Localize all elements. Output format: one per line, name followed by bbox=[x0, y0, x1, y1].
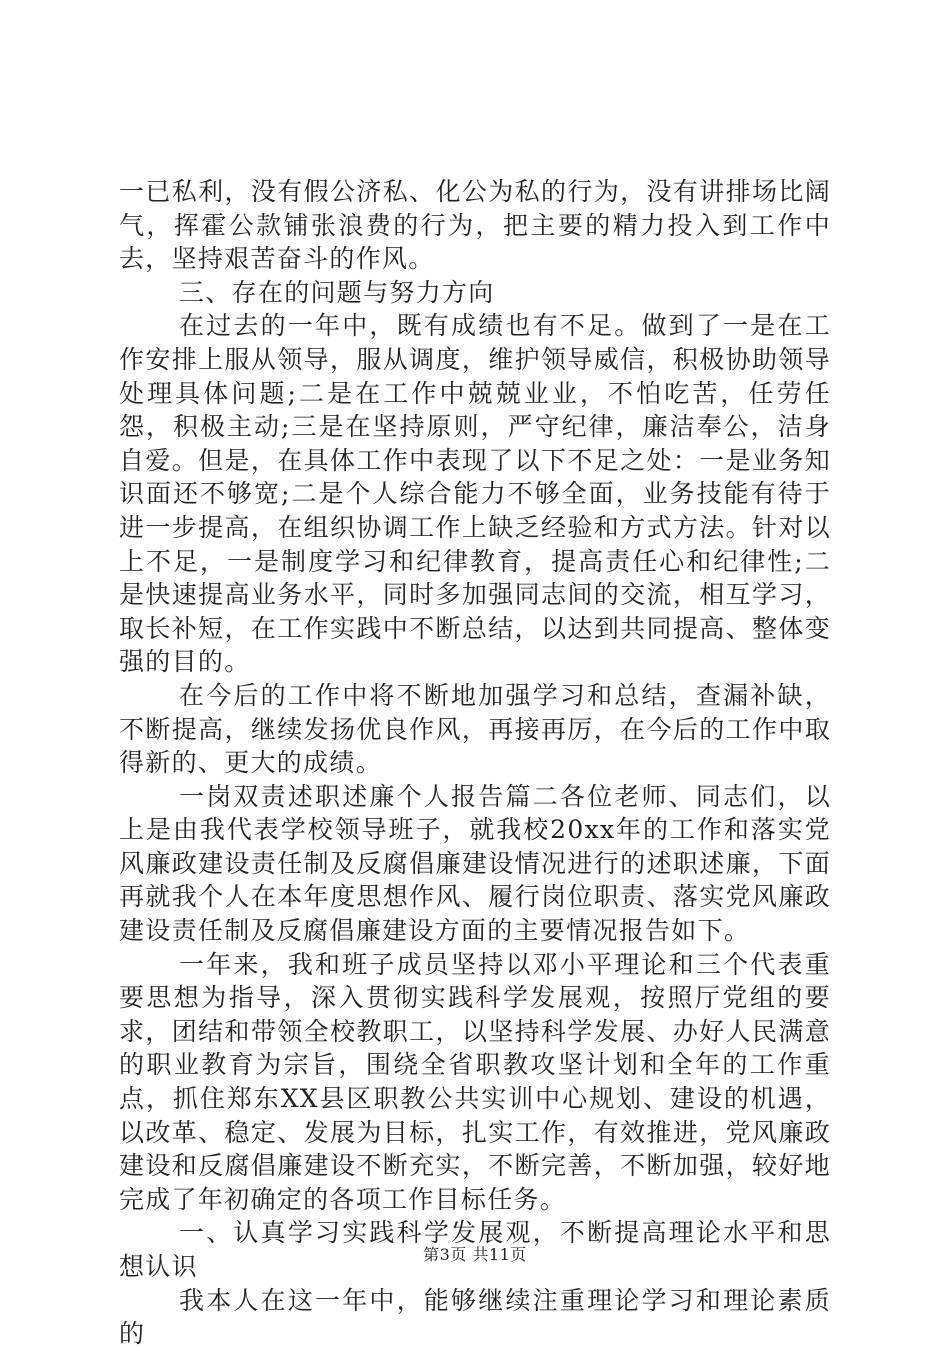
paragraph-year-review: 一年来，我和班子成员坚持以邓小平理论和三个代表重要思想为指导，深入贯彻实践科学发展观，按照厅党组的要求，团结和带领全校教职工，以坚持科学发展、办好人民满意的职业教育为宗旨，围绕全省职教攻坚计划和全年的工作重点，抓住郑东XX县区职教公共实训中心规划、建设的机遇，以改革、稳定、发展为目标，扎实工作，有效推进，党风廉政建设和反腐倡廉建设不断充实，不断完善，不断加强，较好地完成了年初确定的各项工作目标任务。 bbox=[119, 949, 831, 1214]
paragraph-continuation: 一已私利，没有假公济私、化公为私的行为，没有讲排场比阔气，挥霍公款铺张浪费的行为，把主要的精力投入到工作中去，坚持艰苦奋斗的作风。 bbox=[119, 177, 831, 274]
section-heading-study: 一、认真学习实践科学发展观，不断提高理论水平和思想认识 bbox=[119, 1218, 831, 1281]
paragraph-shortcomings: 在过去的一年中，既有成绩也有不足。做到了一是在工作安排上服从领导，服从调度，维护领导威信，积极协助领导处理具体问题;二是在工作中兢兢业业，不怕吃苦，任劳任怨，积极主动;三是在坚持原则，严守纪律，廉洁奉公，洁身自爱。但是，在具体工作中表现了以下不足之处：一是业务知识面还不够宽;二是个人综合能力不够全面，业务技能有待于进一步提高，在组织协调工作上缺乏经验和方式方法。针对以上不足，一是制度学习和纪律教育，提高责任心和纪律性;二是快速提高业务水平，同时多加强同志间的交流，相互学习，取长补短，在工作实践中不断总结，以达到共同提高、整体变强的目的。 bbox=[119, 311, 831, 677]
paragraph-study: 我本人在这一年中，能够继续注重理论学习和理论素质的 bbox=[119, 1285, 831, 1349]
paragraph-future: 在今后的工作中将不断地加强学习和总结，查漏补缺，不断提高，继续发扬优良作风，再接再厉，在今后的工作中取得新的、更大的成绩。 bbox=[119, 680, 831, 778]
paragraph-report-intro: 一岗双责述职述廉个人报告篇二各位老师、同志们，以上是由我代表学校领导班子，就我校20xx年的工作和落实党风廉政建设责任制及反腐倡廉建设情况进行的述职述廉，下面再就我个人在本年度思想作风、履行岗位职责、落实党风廉政建设责任制及反腐倡廉建设方面的主要情况报告如下。 bbox=[119, 781, 831, 946]
section-heading-problems: 三、存在的问题与努力方向 bbox=[179, 277, 495, 307]
page-number-footer: 第3页 共11页 bbox=[423, 1245, 527, 1264]
document-body bbox=[119, 175, 831, 1351]
